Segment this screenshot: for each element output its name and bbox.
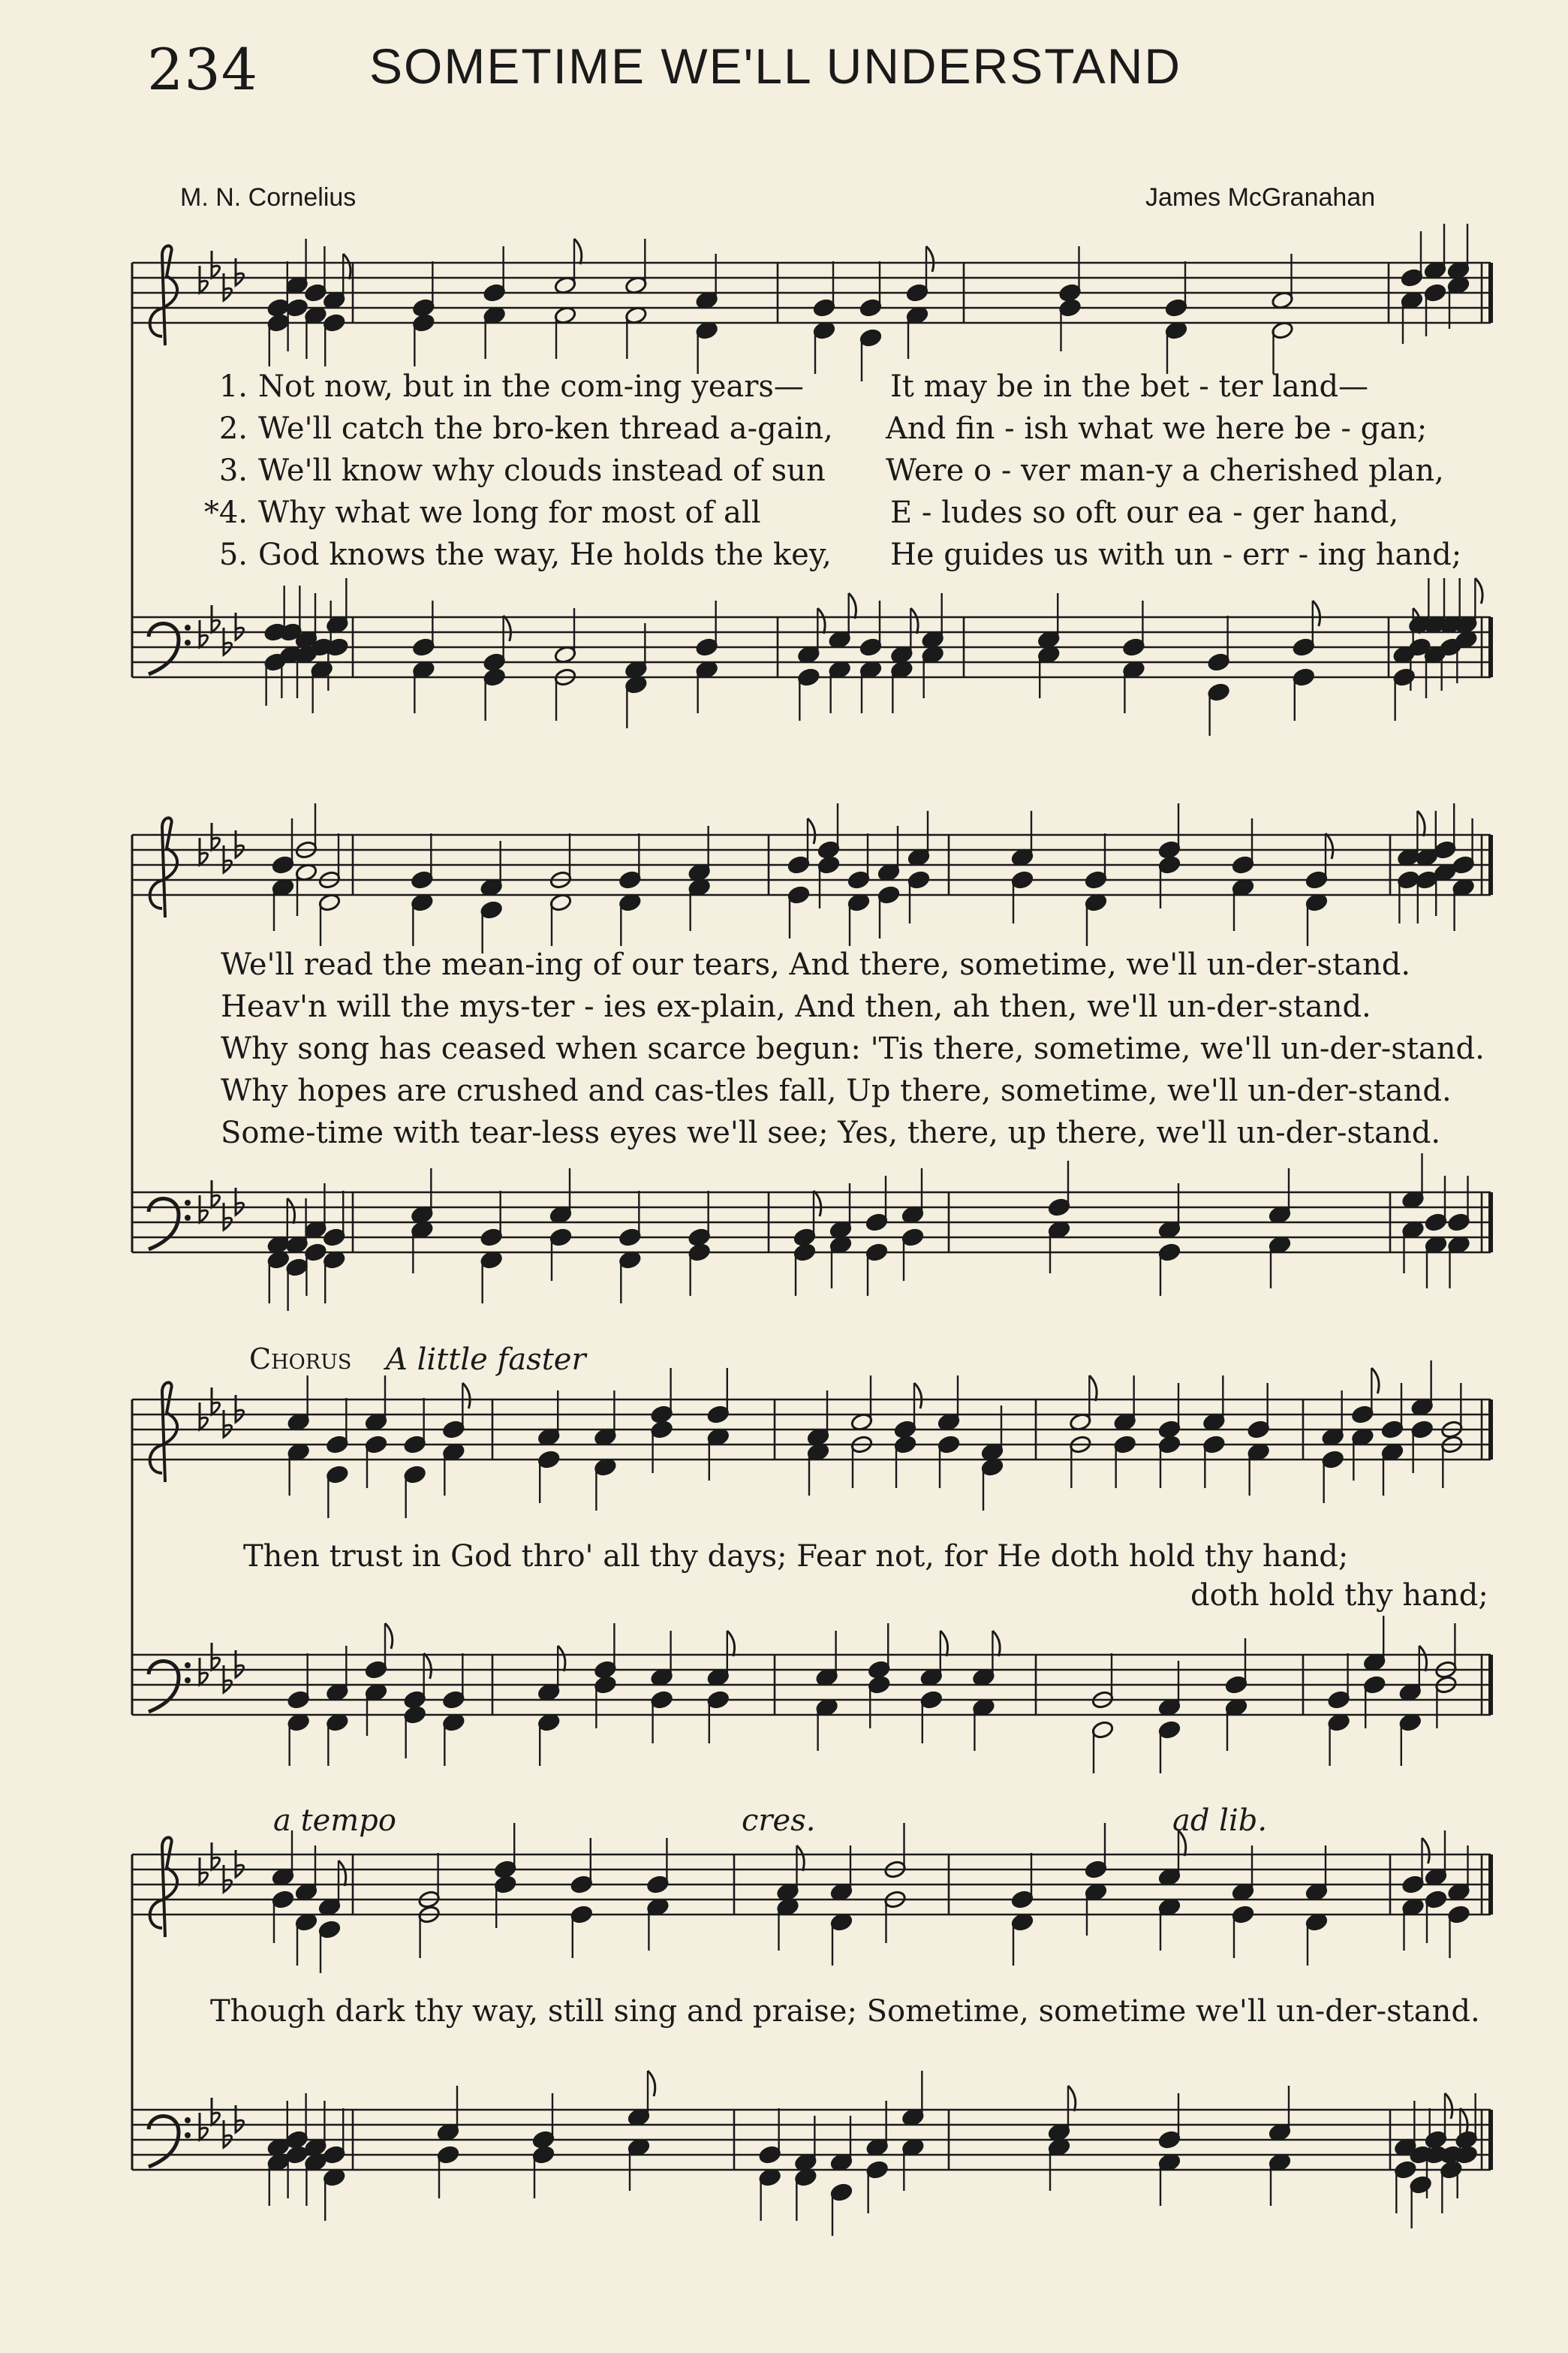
notehead — [570, 1905, 594, 1924]
bass-clef — [149, 1198, 179, 1249]
hymn-title: SOMETIME WE'LL UNDERSTAND — [369, 38, 1182, 94]
notehead — [412, 637, 435, 657]
notehead — [1158, 1435, 1181, 1454]
notehead — [494, 1860, 517, 1879]
note-flag — [558, 1646, 565, 1671]
verse-number: 5. — [218, 538, 248, 572]
notehead — [326, 1465, 349, 1484]
notehead — [326, 1435, 349, 1454]
a-tempo-marking: a tempo — [273, 1803, 396, 1838]
flat-sign — [212, 1180, 220, 1207]
verse-lyric-second: E - ludes so oft our ea - ger hand, — [890, 496, 1399, 530]
notehead — [570, 1875, 594, 1894]
note-flag — [1475, 578, 1482, 604]
notehead — [483, 283, 506, 303]
notehead — [1165, 298, 1188, 318]
notehead — [937, 1435, 961, 1454]
bass-clef-dot — [185, 1200, 191, 1206]
notehead — [318, 1920, 342, 1939]
notehead — [865, 1243, 889, 1262]
note-flag — [339, 1860, 346, 1886]
note-flag — [849, 593, 856, 619]
notehead — [650, 1420, 673, 1439]
note-flag — [1313, 601, 1320, 626]
notehead — [272, 855, 295, 875]
note-flag — [808, 818, 815, 844]
chorus-label: Chorus — [249, 1342, 352, 1375]
notehead — [1113, 1435, 1136, 1454]
notehead — [646, 1875, 670, 1894]
verse-number: 2. — [218, 411, 248, 446]
verse-lyric-line: Why song has ceased when scarce begun: 'Tis there, sometime, we'll un-der-stand. — [221, 1032, 1485, 1066]
verse-lyric-first: Why what we long for most of all — [258, 496, 761, 530]
bass-clef-dot — [185, 625, 191, 631]
note-flag — [385, 1623, 393, 1649]
notehead — [267, 298, 290, 318]
notehead — [1363, 1675, 1386, 1695]
flat-sign — [200, 1195, 208, 1222]
notehead — [1207, 652, 1230, 672]
notehead — [894, 1420, 917, 1439]
notehead — [859, 637, 883, 657]
crescendo-marking: cres. — [742, 1803, 816, 1838]
flat-sign — [212, 251, 220, 278]
notehead — [272, 1890, 295, 1909]
note-flag — [797, 1845, 805, 1871]
notehead — [894, 1435, 917, 1454]
note-flag — [1460, 2108, 1467, 2134]
notehead — [920, 1690, 944, 1710]
flat-sign — [212, 605, 220, 632]
notehead — [865, 1213, 889, 1232]
notehead — [1058, 283, 1082, 303]
notehead — [1401, 1875, 1425, 1894]
notehead — [267, 313, 290, 333]
note-flag — [1422, 1838, 1430, 1863]
ad-lib-marking: ad lib. — [1172, 1803, 1268, 1838]
note-flag — [1371, 1368, 1379, 1393]
flat-sign — [200, 1402, 208, 1430]
notehead — [1158, 855, 1181, 875]
notehead — [1351, 1405, 1374, 1424]
notehead — [650, 1690, 673, 1710]
verse-lyric-second: Were o - ver man-y a cherished plan, — [886, 453, 1444, 488]
notehead — [287, 1690, 310, 1710]
notehead — [1424, 283, 1447, 303]
notehead — [707, 1405, 730, 1424]
verse-lyric-first: We'll know why clouds instead of sun — [258, 453, 826, 488]
notehead — [847, 870, 871, 890]
bass-clef-dot — [185, 2132, 191, 2138]
flat-sign — [212, 823, 220, 850]
flat-sign — [200, 838, 208, 865]
notehead — [1247, 1420, 1270, 1439]
notehead — [758, 2145, 781, 2165]
notehead — [787, 885, 811, 905]
note-flag — [504, 616, 511, 641]
notehead — [480, 900, 503, 920]
notehead — [442, 1690, 465, 1710]
composer-credit: James McGranahan — [1145, 183, 1376, 212]
note-flag — [1445, 2093, 1452, 2119]
notehead — [1207, 682, 1230, 702]
notehead — [618, 1228, 642, 1247]
notehead — [1011, 1890, 1034, 1909]
verse-lyric-first: We'll catch the bro-ken thread a-gain, — [258, 411, 833, 446]
notehead — [813, 298, 836, 318]
notehead — [650, 1405, 673, 1424]
notehead — [412, 313, 435, 333]
notehead — [403, 1465, 426, 1484]
notehead — [830, 2183, 853, 2202]
treble-clef — [150, 818, 177, 917]
treble-clef — [150, 246, 177, 345]
verse-lyric-line: Heav'n will the mys-ter - ies ex-plain, And then, ah then, we'll un-der-stand. — [221, 990, 1371, 1024]
flat-sign — [200, 1857, 208, 1885]
notehead — [365, 1660, 388, 1680]
notehead — [1058, 298, 1082, 318]
notehead — [483, 667, 506, 687]
notehead — [1410, 1420, 1434, 1439]
notehead — [868, 1675, 891, 1695]
flat-sign — [212, 1643, 220, 1670]
notehead — [323, 313, 346, 333]
flat-sign — [200, 620, 208, 647]
notehead — [1447, 1213, 1470, 1232]
notehead — [403, 1690, 426, 1710]
notehead — [1158, 2130, 1181, 2150]
flat-sign — [200, 2113, 208, 2140]
note-flag — [1417, 811, 1425, 836]
notehead — [1158, 1720, 1181, 1740]
note-flag — [1419, 1646, 1427, 1671]
notehead — [1409, 2175, 1432, 2195]
note-flag — [940, 1631, 948, 1656]
notehead — [1305, 870, 1329, 890]
verse-lyric-first: God knows the way, He holds the key, — [258, 538, 832, 572]
notehead — [877, 885, 901, 905]
notehead — [323, 2145, 346, 2165]
notehead — [594, 1675, 617, 1695]
notehead — [1232, 855, 1255, 875]
notehead — [1425, 1890, 1448, 1909]
notehead — [797, 667, 820, 687]
flat-sign — [212, 1387, 220, 1415]
note-flag — [992, 1631, 1000, 1656]
bass-clef-dot — [185, 2117, 191, 2123]
verse-lyric-second: It may be in the bet - ter land— — [890, 369, 1369, 404]
chorus-lyric-echo: doth hold thy hand; — [1190, 1578, 1488, 1613]
notehead — [437, 2145, 460, 2165]
verse-lyric-second: And fin - ish what we here be - gan; — [886, 411, 1428, 446]
notehead — [411, 870, 434, 890]
notehead — [817, 840, 841, 860]
notehead — [859, 298, 883, 318]
note-flag — [1089, 1375, 1097, 1401]
notehead — [494, 1875, 517, 1894]
notehead — [1122, 637, 1145, 657]
notehead — [1158, 1243, 1181, 1262]
notehead — [859, 328, 883, 348]
tempo-marking: A little faster — [386, 1342, 586, 1377]
verse-lyric-first: Not now, but in the com-ing years— — [258, 369, 804, 404]
notehead — [403, 1705, 426, 1725]
notehead — [285, 1258, 308, 1277]
bass-clef — [149, 1661, 179, 1712]
notehead — [285, 2145, 308, 2165]
notehead — [1425, 1213, 1448, 1232]
chorus-lyric-line: Then trust in God thro' all thy days; Fear not, for He doth hold thy hand; — [243, 1539, 1349, 1574]
note-flag — [462, 1383, 470, 1408]
notehead — [412, 298, 435, 318]
notehead — [483, 652, 506, 672]
notehead — [1091, 1720, 1115, 1740]
note-flag — [817, 608, 825, 634]
note-flag — [343, 254, 351, 279]
notehead — [1011, 870, 1034, 890]
notehead — [901, 1228, 925, 1247]
note-flag — [1326, 833, 1333, 859]
notehead — [1202, 1435, 1226, 1454]
bass-clef-dot — [185, 1677, 191, 1683]
notehead — [285, 298, 308, 318]
notehead — [1232, 1905, 1255, 1924]
notehead — [1447, 1905, 1470, 1924]
note-flag — [910, 608, 918, 634]
hymn-number: 234 — [147, 36, 259, 103]
notehead — [537, 1450, 561, 1469]
notehead — [1048, 1198, 1071, 1217]
notehead — [532, 2145, 555, 2165]
verse-number: *4. — [203, 496, 248, 530]
notehead — [1293, 637, 1316, 657]
bass-clef — [149, 2116, 179, 2167]
notehead — [1321, 1450, 1344, 1469]
bass-clef-dot — [185, 1662, 191, 1668]
notehead — [688, 1243, 711, 1262]
notehead — [304, 1243, 327, 1262]
notehead — [618, 870, 642, 890]
notehead — [365, 1435, 388, 1454]
notehead — [594, 1660, 617, 1680]
verse-lyric-line: Why hopes are crushed and cas-tles fall, Up there, sometime, we'll un-der-stand. — [221, 1074, 1452, 1108]
notehead — [793, 1228, 817, 1247]
bass-clef-dot — [185, 640, 191, 646]
notehead — [304, 283, 327, 303]
notehead — [707, 1690, 730, 1710]
note-flag — [424, 1653, 432, 1679]
notehead — [403, 1435, 426, 1454]
notehead — [1085, 1860, 1108, 1879]
notehead — [442, 1420, 465, 1439]
notehead — [1425, 2130, 1448, 2150]
notehead — [1085, 870, 1108, 890]
notehead — [323, 1228, 346, 1247]
notehead — [1392, 667, 1416, 687]
note-flag — [574, 239, 582, 264]
notehead — [793, 1243, 817, 1262]
flat-sign — [212, 1842, 220, 1869]
notehead — [1401, 268, 1424, 288]
bass-clef — [149, 623, 179, 674]
note-flag — [727, 1631, 735, 1656]
notehead — [1455, 2130, 1478, 2150]
note-flag — [926, 246, 934, 272]
flat-sign — [212, 2098, 220, 2125]
notehead — [688, 1228, 711, 1247]
notehead — [1293, 667, 1316, 687]
notehead — [1158, 1420, 1181, 1439]
author-credit: M. N. Cornelius — [180, 183, 357, 212]
notehead — [817, 855, 841, 875]
notehead — [549, 1228, 573, 1247]
notehead — [480, 1228, 503, 1247]
notehead — [907, 870, 931, 890]
note-flag — [1068, 2086, 1076, 2111]
verse-number: 1. — [218, 369, 248, 404]
treble-clef — [150, 1382, 177, 1482]
notehead — [1225, 1675, 1248, 1695]
notehead — [1440, 2160, 1463, 2180]
note-flag — [914, 1383, 922, 1408]
verse-lyric-second: He guides us with un - err - ing hand; — [890, 538, 1462, 572]
note-flag — [814, 1191, 821, 1216]
notehead — [865, 2160, 889, 2180]
verse-number: 3. — [218, 453, 248, 488]
note-flag — [648, 2071, 655, 2096]
notehead — [787, 855, 811, 875]
notehead — [1394, 2160, 1417, 2180]
note-flag — [287, 1198, 295, 1224]
verse-lyric-line: Some-time with tear-less eyes we'll see; Yes, there, up there, we'll un-der-stand. — [221, 1116, 1441, 1150]
notehead — [1381, 1420, 1404, 1439]
notehead — [868, 1660, 891, 1680]
final-lyric-line: Though dark thy way, still sing and praise; Sometime, sometime we'll un-der-stand. — [210, 1994, 1480, 2029]
verse-lyric-line: We'll read the mean-ing of our tears, And there, sometime, we'll un-der-stand. — [221, 948, 1411, 982]
notehead — [285, 2130, 308, 2150]
flat-sign — [200, 266, 208, 293]
notehead — [906, 283, 929, 303]
notehead — [1158, 840, 1181, 860]
flat-sign — [200, 1658, 208, 1685]
treble-clef — [150, 1837, 177, 1937]
notehead — [695, 637, 718, 657]
notehead — [532, 2130, 555, 2150]
notehead — [1327, 1690, 1350, 1710]
bass-clef-dot — [185, 1215, 191, 1221]
